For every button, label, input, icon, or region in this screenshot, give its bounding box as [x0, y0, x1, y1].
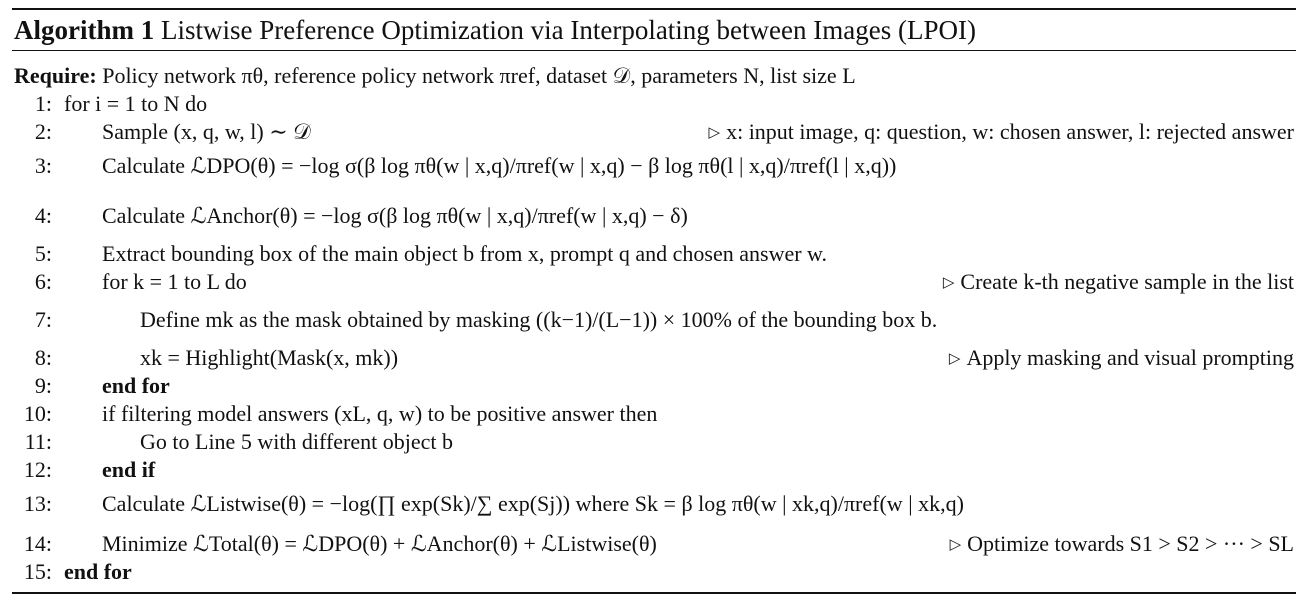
line-content: Calculate ℒDPO(θ) = −log σ(β log πθ(w | x,q)/πref(w | x,q) − β log πθ(l | x,q)/πref(l | x,q)) — [102, 153, 897, 178]
comment-triangle-icon: ▷ — [708, 125, 721, 141]
algo-line-11 — [14, 428, 1294, 456]
algo-line-8 — [14, 344, 1294, 372]
line-content: for i = 1 to N do — [64, 91, 208, 116]
line-content: Calculate ℒListwise(θ) = −log(∏ exp(Sk)/∑ exp(Sj)) where Sk = β log πθ(w | xk,q)/πref(w | xk,q) — [102, 491, 964, 516]
algo-line-7 — [14, 306, 1294, 334]
comment-text: Optimize towards S1 > S2 > ··· > SL — [967, 531, 1294, 556]
line-number: 2: — [34, 119, 52, 144]
algo-line-12 — [14, 456, 1294, 484]
comment-text: Apply masking and visual prompting — [966, 345, 1294, 370]
line-content: Minimize ℒTotal(θ) = ℒDPO(θ) + ℒAnchor(θ) + ℒListwise(θ) — [102, 531, 657, 556]
comment-triangle-icon: ▷ — [942, 275, 955, 291]
algo-line-4 — [14, 202, 1294, 230]
line-number: 11: — [24, 429, 52, 454]
algo-line-3 — [14, 152, 1294, 180]
line-number: 9: — [34, 373, 52, 398]
algorithm-title — [14, 14, 1294, 46]
line-content: end for — [64, 559, 132, 584]
line-comment — [950, 530, 1294, 559]
require-label: Require: — [14, 63, 97, 88]
line-number: 4: — [34, 203, 52, 228]
line-number: 1: — [34, 91, 52, 116]
line-number: 15: — [23, 559, 52, 584]
algorithm-name: Listwise Preference Optimization via Interpolating between Images (LPOI) — [160, 15, 976, 45]
bottom-rule — [12, 592, 1296, 594]
line-number: 10: — [23, 401, 52, 426]
algo-line-15 — [14, 558, 1294, 586]
require-content — [14, 62, 856, 90]
line-comment — [949, 344, 1294, 373]
title-rule — [12, 50, 1296, 51]
line-content: xk = Highlight(Mask(x, mk)) — [140, 345, 399, 370]
require-text: Policy network πθ, reference policy network πref, dataset 𝒟, parameters N, list size L — [102, 63, 856, 88]
algo-line-9 — [14, 372, 1294, 400]
line-number: 14: — [23, 531, 52, 556]
line-content: end for — [102, 373, 170, 398]
line-number: 8: — [34, 345, 52, 370]
line-number: 5: — [34, 241, 52, 266]
line-content: if filtering model answers (xL, q, w) to be positive answer then — [102, 401, 658, 426]
line-number: 6: — [34, 269, 52, 294]
require-line — [14, 62, 1294, 90]
algorithm-label: Algorithm 1 — [14, 15, 155, 45]
line-content: Define mk as the mask obtained by masking ((k−1)/(L−1)) × 100% of the bounding box b. — [140, 307, 938, 332]
comment-triangle-icon: ▷ — [949, 537, 962, 553]
comment-text: x: input image, q: question, w: chosen answer, l: rejected answer — [726, 119, 1294, 144]
line-content: end if — [102, 457, 156, 482]
algo-line-13 — [14, 490, 1294, 518]
comment-triangle-icon: ▷ — [948, 351, 961, 367]
top-rule — [12, 8, 1296, 10]
algo-line-5 — [14, 240, 1294, 268]
algo-line-14 — [14, 530, 1294, 558]
algo-line-1 — [14, 90, 1294, 118]
line-content: Sample (x, q, w, l) ∼ 𝒟 — [102, 119, 311, 144]
line-number: 12: — [23, 457, 52, 482]
line-number: 3: — [34, 153, 52, 178]
line-number: 13: — [23, 491, 52, 516]
line-number: 7: — [34, 307, 52, 332]
algo-line-6 — [14, 268, 1294, 296]
line-content: Calculate ℒAnchor(θ) = −log σ(β log πθ(w | x,q)/πref(w | x,q) − δ) — [102, 203, 688, 228]
line-comment — [943, 268, 1294, 297]
algo-line-2 — [14, 118, 1294, 146]
line-content: for k = 1 to L do — [102, 269, 247, 294]
line-comment — [709, 118, 1294, 147]
line-content: Go to Line 5 with different object b — [140, 429, 454, 454]
algo-line-10 — [14, 400, 1294, 428]
line-content: Extract bounding box of the main object b from x, prompt q and chosen answer w. — [102, 241, 828, 266]
comment-text: Create k-th negative sample in the list — [960, 269, 1294, 294]
